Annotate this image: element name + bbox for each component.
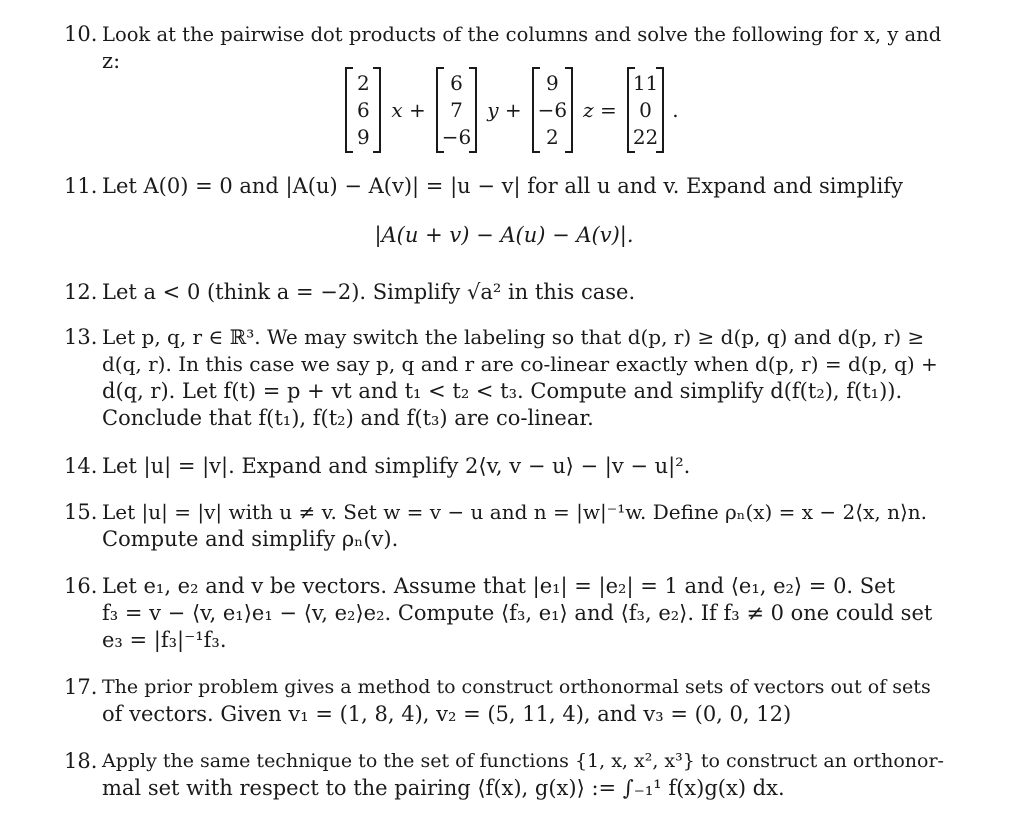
problem-text: Apply the same technique to the set of functions {1, x, x², x³} to construct an orthonor- xyxy=(102,750,944,772)
matrix-entry: −6 xyxy=(441,124,472,149)
problem-12 xyxy=(64,279,944,306)
problem-text: Let e₁, e₂ and v be vectors. Assume that |e₁| = |e₂| = 1 and ⟨e₁, e₂⟩ = 0. Set xyxy=(102,574,896,598)
problem-number: 13. xyxy=(64,325,98,349)
problem-17 xyxy=(64,674,944,728)
problem-text: of vectors. Given v₁ = (1, 8, 4), v₂ = (5, 11, 4), and v₃ = (0, 0, 12) xyxy=(102,702,792,726)
coefficient-variable: z = xyxy=(583,98,617,122)
problem-number: 17. xyxy=(64,675,98,699)
problem-11 xyxy=(64,173,944,200)
problem-number: 14. xyxy=(64,454,98,478)
problem-number: 18. xyxy=(64,749,98,773)
problem-text: Compute and simplify ρₙ(v). xyxy=(102,527,399,551)
problem-text: e₃ = |f₃|⁻¹f₃. xyxy=(102,628,227,652)
column-vector xyxy=(436,67,477,153)
column-vector xyxy=(627,67,664,153)
problem-number: 11. xyxy=(64,174,98,198)
problem-text: d(q, r). Let f(t) = p + vt and t₁ < t₂ < t₃. Compute and simplify d(f(t₂), f(t₁)). xyxy=(102,379,903,403)
matrix-entry: 7 xyxy=(450,97,463,122)
problem-text: mal set with respect to the pairing ⟨f(x), g(x)⟩ := ∫₋₁¹ f(x)g(x) dx. xyxy=(102,776,785,800)
matrix-entry: 6 xyxy=(450,70,463,95)
problem-text: Let a < 0 (think a = −2). Simplify √a² in this case. xyxy=(102,280,636,304)
coefficient-variable: y + xyxy=(487,98,522,122)
problem-text: d(q, r). In this case we say p, q and r are co-linear exactly when d(p, r) = d(p, q) + xyxy=(102,352,938,376)
problem-number: 10. xyxy=(64,22,98,46)
problem-13 xyxy=(64,324,944,432)
problem-15 xyxy=(64,499,944,553)
problem-18 xyxy=(64,748,944,802)
problem-text: Let |u| = |v|. Expand and simplify 2⟨v, v − u⟩ − |v − u|². xyxy=(102,454,691,478)
matrix-entry: 2 xyxy=(356,70,370,95)
equation-period: . xyxy=(672,98,679,122)
matrix-entry: −6 xyxy=(537,97,568,122)
problem-14 xyxy=(64,453,944,480)
display-equation: |A(u + v) − A(u) − A(v)|. xyxy=(374,223,634,247)
matrix-entry: 2 xyxy=(546,124,559,149)
matrix-entry: 9 xyxy=(356,124,370,149)
problem-text: Look at the pairwise dot products of the columns and solve the following for x, y and xyxy=(102,23,942,46)
problem-16 xyxy=(64,573,944,654)
problem-text: Let A(0) = 0 and |A(u) − A(v)| = |u − v| for all u and v. Expand and simplify xyxy=(102,174,903,198)
problem-number: 15. xyxy=(64,500,98,524)
problem-text: z: xyxy=(102,49,121,73)
problem-number: 16. xyxy=(64,574,98,598)
problem-text: Conclude that f(t₁), f(t₂) and f(t₃) are co-linear. xyxy=(102,406,594,430)
problem-text: Let |u| = |v| with u ≠ v. Set w = v − u and n = |w|⁻¹w. Define ρₙ(x) = x − 2⟨x, n⟩n. xyxy=(102,500,927,524)
matrix-entry: 9 xyxy=(546,70,559,95)
problem-number: 12. xyxy=(64,280,98,304)
problem-text: f₃ = v − ⟨v, e₁⟩e₁ − ⟨v, e₂⟩e₂. Compute ⟨f₃, e₁⟩ and ⟨f₃, e₂⟩. If f₃ ≠ 0 one could set xyxy=(102,601,933,625)
matrix-entry: 6 xyxy=(356,97,370,122)
problem-text: The prior problem gives a method to construct orthonormal sets of vectors out of sets xyxy=(102,676,931,698)
problem-text: Let p, q, r ∈ ℝ³. We may switch the labeling so that d(p, r) ≥ d(p, q) and d(p, r) ≥ xyxy=(102,325,925,349)
coefficient-variable: x + xyxy=(391,98,426,122)
matrix-equation xyxy=(0,66,1024,154)
column-vector xyxy=(532,67,573,153)
column-vector xyxy=(345,67,381,153)
matrix-entry: 22 xyxy=(632,124,659,149)
matrix-entry: 11 xyxy=(632,70,659,95)
matrix-entry: 0 xyxy=(639,97,652,122)
